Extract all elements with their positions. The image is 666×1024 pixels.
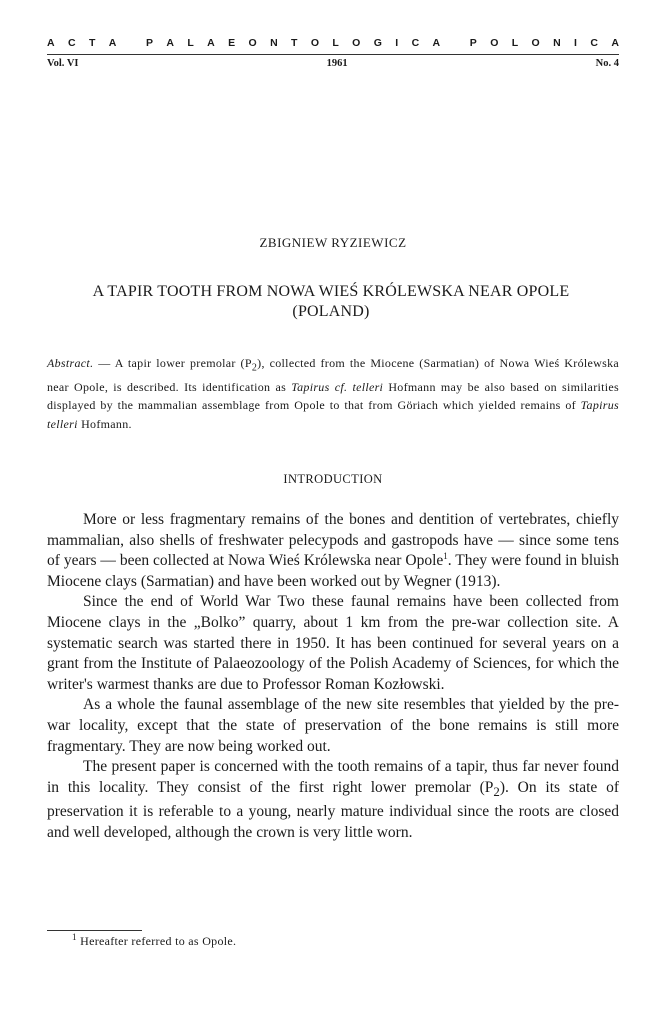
journal-letter (130, 37, 133, 49)
species-name: telleri (352, 379, 384, 394)
journal-letter: L (187, 37, 194, 49)
author-name: ZBIGNIEW RYZIEWICZ (259, 235, 407, 250)
journal-letter: A (166, 37, 174, 49)
journal-letter: P (469, 37, 477, 49)
abstract-label: Abstract. (47, 356, 94, 370)
paragraph-text: The present paper is concerned with the tooth remains of a tapir, thus far never found in this locality. They consist of the first right lower premolar (P (47, 758, 619, 796)
journal-letter: O (248, 37, 257, 49)
abstract-subscript: 2 (251, 362, 258, 374)
footnote-rule (47, 930, 142, 931)
paragraph (47, 510, 619, 592)
article-title (40, 282, 622, 322)
abstract-text: ), collected from the Miocene (Sarmatian) of Nowa Wieś Królewska near Opole, is described. Its identification as (47, 356, 619, 394)
journal-letter (454, 37, 457, 49)
journal-letter: A (432, 37, 441, 49)
journal-name (47, 37, 619, 49)
subscript: 2 (493, 783, 500, 799)
header-rule (47, 54, 619, 55)
title-line-2: (POLAND) (292, 303, 370, 320)
footnote-ref: 1 (443, 551, 448, 562)
paragraph-text: . They were found in bluish Miocene clays (Sarmatian) and have been worked out by Wegner (1913). (47, 552, 619, 590)
journal-letter: O (490, 37, 499, 49)
footnote-text: Hereafter referred to as Opole. (76, 934, 237, 948)
paragraph: Since the end of World War Two these faunal remains have been collected from Miocene clays in the „Bolko” quarry, about 1 km from the pre-war collection site. A systematic search was started there in 1950. It has been continued for several years on a grant from the Institute of Palaeozoology of the Polish Academy of Sciences, for which the writer's warmest thanks are due to Professor Roman Kozłowski. (47, 593, 619, 693)
journal-letter: O (531, 37, 540, 49)
journal-letter: C (67, 37, 76, 49)
journal-letter: T (88, 37, 96, 49)
year-label: 1961 (326, 58, 348, 69)
journal-letter: L (332, 37, 339, 49)
footnote (72, 934, 612, 949)
journal-letter: P (146, 37, 154, 49)
abstract (47, 354, 619, 433)
journal-letter: N (553, 37, 561, 49)
footnote-marker: 1 (72, 932, 77, 942)
journal-letter: C (590, 37, 598, 49)
paragraph-text: ). On its state of preservation it is referable to a young, nearly mature individual since the roots are closed and well developed, although the crown is very little worn. (47, 778, 619, 841)
journal-letter: A (207, 37, 215, 49)
species-name: Tapirus (291, 379, 330, 394)
title-line-1: A TAPIR TOOTH FROM NOWA WIEŚ KRÓLEWSKA NEAR OPOLE (92, 283, 570, 300)
section-heading: INTRODUCTION (283, 472, 383, 486)
paragraph (47, 757, 619, 843)
body-text (47, 510, 619, 844)
abstract-text: — A tapir lower premolar (P (93, 356, 252, 370)
journal-letter: C (411, 37, 420, 49)
journal-letter: L (511, 37, 519, 49)
abstract-text: Hofmann may be also based on similarities displayed by the mammalian assemblage from Opole to that from Göriach which yielded remains of (47, 379, 619, 413)
journal-letter: A (47, 37, 55, 49)
journal-letter: T (291, 37, 298, 49)
journal-letter: G (373, 37, 382, 49)
journal-letter: O (310, 37, 319, 49)
issue-meta (47, 58, 619, 69)
species-cf: cf. (329, 379, 353, 394)
paragraph: As a whole the faunal assemblage of the new site resembles that yielded by the pre-war locality, except that the state of preservation of the bone remains is still more fragmentary. They are now being worked out. (47, 696, 619, 755)
journal-letter: A (108, 37, 117, 49)
abstract-text: Hofmann. (77, 416, 132, 431)
journal-letter: I (574, 37, 577, 49)
journal-letter: N (270, 37, 278, 49)
journal-letter: A (611, 37, 619, 49)
issue-number: No. 4 (595, 58, 619, 69)
journal-letter: O (352, 37, 361, 49)
journal-letter: E (228, 37, 236, 49)
paragraph-text: More or less fragmentary remains of the bones and dentition of vertebrates, chiefly mammalian, also shells of freshwater pelecypods and gastropods have — since some tens of years — been collected at Nowa Wieś Królewska near Opole (47, 511, 619, 570)
journal-letter: I (395, 37, 399, 49)
volume-label: Vol. VI (47, 58, 79, 69)
species-name: Tapirus telleri (47, 398, 619, 431)
